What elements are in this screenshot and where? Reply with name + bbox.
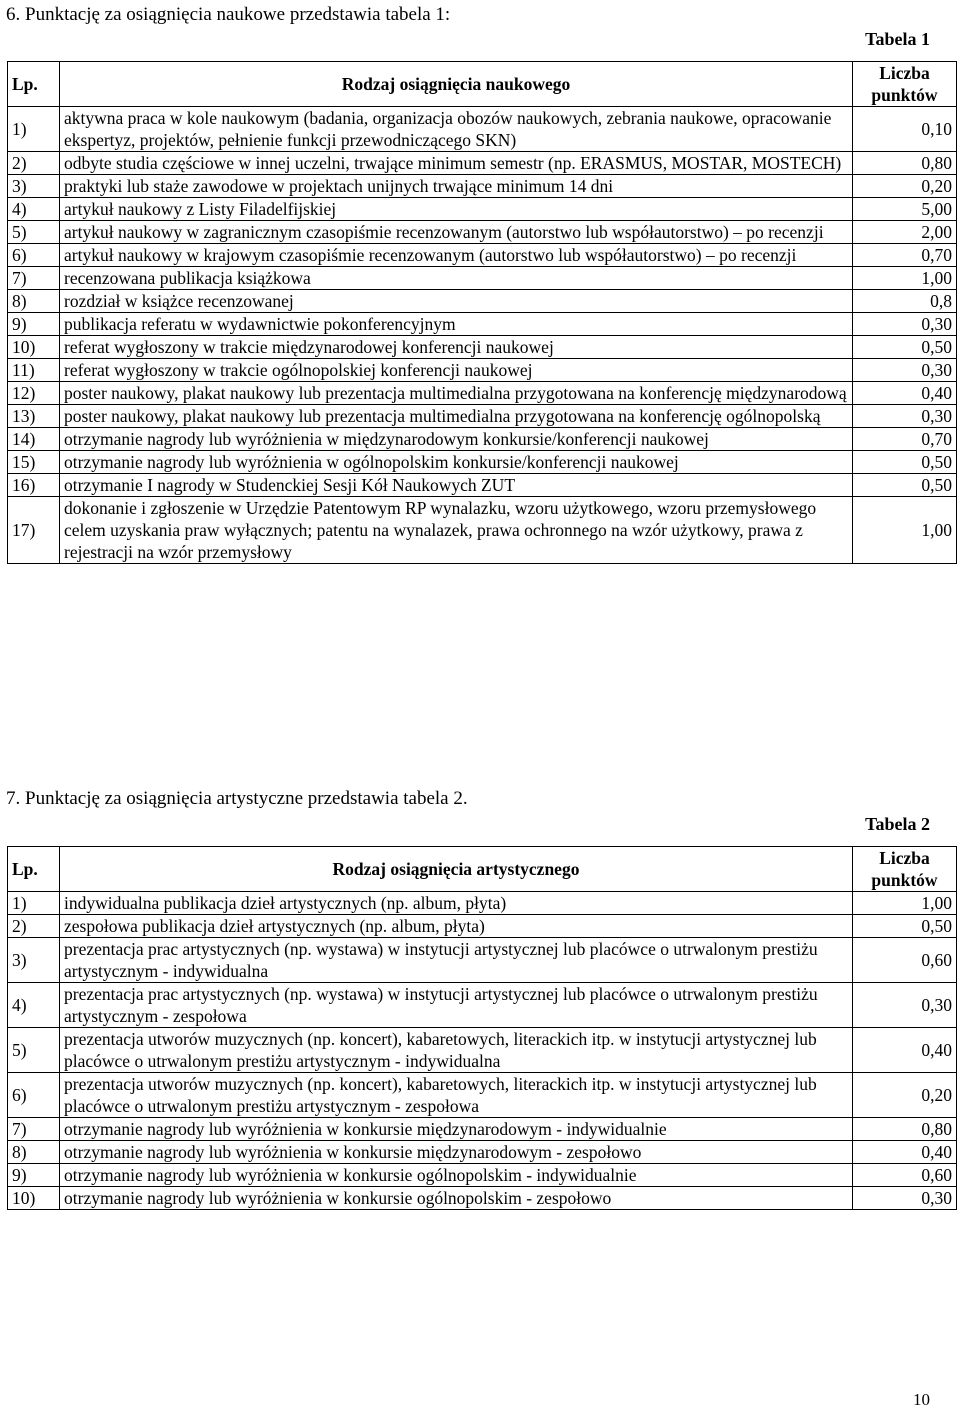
row-description: dokonanie i zgłoszenie w Urzędzie Patentowym RP wynalazku, wzoru użytkowego, wzoru przemysłowego celem uzyskania praw wyłącznych; patentu na wynalazek, prawa ochronnego na wzór użytkowy, prawa z rejestracji na wzór przemysłowy: [60, 497, 853, 564]
table-row: [8, 474, 957, 497]
row-points: 0,80: [853, 152, 957, 175]
row-number: 1): [8, 892, 60, 915]
row-number: 13): [8, 405, 60, 428]
row-description: publikacja referatu w wydawnictwie pokonferencyjnym: [60, 313, 853, 336]
row-points: 0,20: [853, 1073, 957, 1118]
row-description: otrzymanie nagrody lub wyróżnienia w konkursie ogólnopolskim - indywidualnie: [60, 1164, 853, 1187]
row-number: 10): [8, 336, 60, 359]
row-points: 0,80: [853, 1118, 957, 1141]
row-number: 11): [8, 359, 60, 382]
row-description: referat wygłoszony w trakcie międzynarodowej konferencji naukowej: [60, 336, 853, 359]
row-points: 0,30: [853, 313, 957, 336]
row-points: 0,40: [853, 382, 957, 405]
table-row: [8, 359, 957, 382]
row-description: prezentacja prac artystycznych (np. wystawa) w instytucji artystycznej lub placówce o utrwalonym prestiżu artystycznym - indywidualna: [60, 938, 853, 983]
table-row: [8, 1141, 957, 1164]
row-number: 9): [8, 1164, 60, 1187]
row-points: 0,60: [853, 1164, 957, 1187]
row-points: 1,00: [853, 497, 957, 564]
row-description: otrzymanie nagrody lub wyróżnienia w konkursie międzynarodowym - zespołowo: [60, 1141, 853, 1164]
row-number: 2): [8, 152, 60, 175]
row-description: rozdział w książce recenzowanej: [60, 290, 853, 313]
table-row: [8, 107, 957, 152]
row-description: poster naukowy, plakat naukowy lub prezentacja multimedialna przygotowana na konferencję międzynarodową: [60, 382, 853, 405]
row-points: 0,10: [853, 107, 957, 152]
row-number: 2): [8, 915, 60, 938]
row-number: 1): [8, 107, 60, 152]
row-points: 1,00: [853, 892, 957, 915]
page-number: 10: [913, 1390, 930, 1409]
row-description: indywidualna publikacja dzieł artystycznych (np. album, płyta): [60, 892, 853, 915]
table-row: [8, 1187, 957, 1210]
table-1-caption: Tabela 1: [865, 29, 930, 49]
table-row: [8, 451, 957, 474]
row-points: 0,30: [853, 1187, 957, 1210]
header-lp: Lp.: [8, 847, 60, 892]
row-description: prezentacja utworów muzycznych (np. koncert), kabaretowych, literackich itp. w instytucji artystycznej lub placówce o utrwalonym prestiżu artystycznym - indywidualna: [60, 1028, 853, 1073]
row-points: 0,30: [853, 405, 957, 428]
row-number: 4): [8, 198, 60, 221]
row-description: otrzymanie nagrody lub wyróżnienia w międzynarodowym konkursie/konferencji naukowej: [60, 428, 853, 451]
row-number: 3): [8, 938, 60, 983]
row-number: 8): [8, 1141, 60, 1164]
row-number: 6): [8, 244, 60, 267]
row-points: 0,30: [853, 359, 957, 382]
row-number: 9): [8, 313, 60, 336]
table-row: [8, 1118, 957, 1141]
table-row: [8, 313, 957, 336]
row-points: 0,50: [853, 915, 957, 938]
table-row: [8, 497, 957, 564]
row-number: 14): [8, 428, 60, 451]
row-points: 2,00: [853, 221, 957, 244]
table-1-scientific-achievements: [7, 61, 957, 564]
row-description: zespołowa publikacja dzieł artystycznych (np. album, płyta): [60, 915, 853, 938]
row-description: otrzymanie nagrody lub wyróżnienia w konkursie międzynarodowym - indywidualnie: [60, 1118, 853, 1141]
table-row: [8, 892, 957, 915]
table-row: [8, 152, 957, 175]
row-number: 5): [8, 221, 60, 244]
row-number: 5): [8, 1028, 60, 1073]
row-description: prezentacja prac artystycznych (np. wystawa) w instytucji artystycznej lub placówce o utrwalonym prestiżu artystycznym - zespołowa: [60, 983, 853, 1028]
row-points: 0,70: [853, 244, 957, 267]
table-row: [8, 221, 957, 244]
row-points: 0,50: [853, 451, 957, 474]
table-2-artistic-achievements: [7, 846, 957, 1210]
row-number: 16): [8, 474, 60, 497]
row-description: praktyki lub staże zawodowe w projektach unijnych trwające minimum 14 dni: [60, 175, 853, 198]
table-header-row: [8, 62, 957, 107]
row-number: 7): [8, 1118, 60, 1141]
table-row: [8, 983, 957, 1028]
row-points: 0,40: [853, 1028, 957, 1073]
row-number: 4): [8, 983, 60, 1028]
row-number: 7): [8, 267, 60, 290]
row-description: artykuł naukowy w krajowym czasopiśmie recenzowanym (autorstwo lub współautorstwo) – po recenzji: [60, 244, 853, 267]
section-6-heading: 6. Punktację za osiągnięcia naukowe przedstawia tabela 1:: [6, 4, 451, 25]
table-row: [8, 198, 957, 221]
table-row: [8, 938, 957, 983]
header-achievement-type: Rodzaj osiągnięcia artystycznego: [60, 847, 853, 892]
table-2-caption: Tabela 2: [865, 814, 930, 834]
table-row: [8, 428, 957, 451]
row-points: 0,40: [853, 1141, 957, 1164]
row-description: artykuł naukowy z Listy Filadelfijskiej: [60, 198, 853, 221]
row-number: 6): [8, 1073, 60, 1118]
row-points: 0,50: [853, 474, 957, 497]
row-points: 0,30: [853, 983, 957, 1028]
row-points: 1,00: [853, 267, 957, 290]
header-achievement-type: Rodzaj osiągnięcia naukowego: [60, 62, 853, 107]
row-number: 17): [8, 497, 60, 564]
header-points: Liczba punktów: [853, 62, 957, 107]
row-description: otrzymanie I nagrody w Studenckiej Sesji Kół Naukowych ZUT: [60, 474, 853, 497]
table-row: [8, 1073, 957, 1118]
table-row: [8, 1028, 957, 1073]
row-description: recenzowana publikacja książkowa: [60, 267, 853, 290]
table-row: [8, 267, 957, 290]
row-points: 0,70: [853, 428, 957, 451]
row-points: 0,8: [853, 290, 957, 313]
row-description: poster naukowy, plakat naukowy lub prezentacja multimedialna przygotowana na konferencję ogólnopolską: [60, 405, 853, 428]
row-description: odbyte studia częściowe w innej uczelni, trwające minimum semestr (np. ERASMUS, MOSTAR, MOSTECH): [60, 152, 853, 175]
table-row: [8, 336, 957, 359]
table-row: [8, 175, 957, 198]
section-7-heading: 7. Punktację za osiągnięcia artystyczne przedstawia tabela 2.: [6, 788, 468, 809]
row-description: prezentacja utworów muzycznych (np. koncert), kabaretowych, literackich itp. w instytucji artystycznej lub placówce o utrwalonym prestiżu artystycznym - zespołowa: [60, 1073, 853, 1118]
table-row: [8, 405, 957, 428]
row-description: otrzymanie nagrody lub wyróżnienia w ogólnopolskim konkursie/konferencji naukowej: [60, 451, 853, 474]
row-number: 12): [8, 382, 60, 405]
row-number: 15): [8, 451, 60, 474]
header-points: Liczba punktów: [853, 847, 957, 892]
table-header-row: [8, 847, 957, 892]
table-row: [8, 290, 957, 313]
table-row: [8, 382, 957, 405]
row-description: aktywna praca w kole naukowym (badania, organizacja obozów naukowych, zebrania naukowe, opracowanie ekspertyz, projektów, pełnienie funkcji przewodniczącego SKN): [60, 107, 853, 152]
table-row: [8, 244, 957, 267]
row-description: otrzymanie nagrody lub wyróżnienia w konkursie ogólnopolskim - zespołowo: [60, 1187, 853, 1210]
header-lp: Lp.: [8, 62, 60, 107]
table-row: [8, 915, 957, 938]
row-points: 0,20: [853, 175, 957, 198]
row-number: 3): [8, 175, 60, 198]
row-number: 8): [8, 290, 60, 313]
row-description: artykuł naukowy w zagranicznym czasopiśmie recenzowanym (autorstwo lub współautorstwo) – po recenzji: [60, 221, 853, 244]
row-points: 0,50: [853, 336, 957, 359]
row-number: 10): [8, 1187, 60, 1210]
row-points: 0,60: [853, 938, 957, 983]
row-points: 5,00: [853, 198, 957, 221]
row-description: referat wygłoszony w trakcie ogólnopolskiej konferencji naukowej: [60, 359, 853, 382]
table-row: [8, 1164, 957, 1187]
